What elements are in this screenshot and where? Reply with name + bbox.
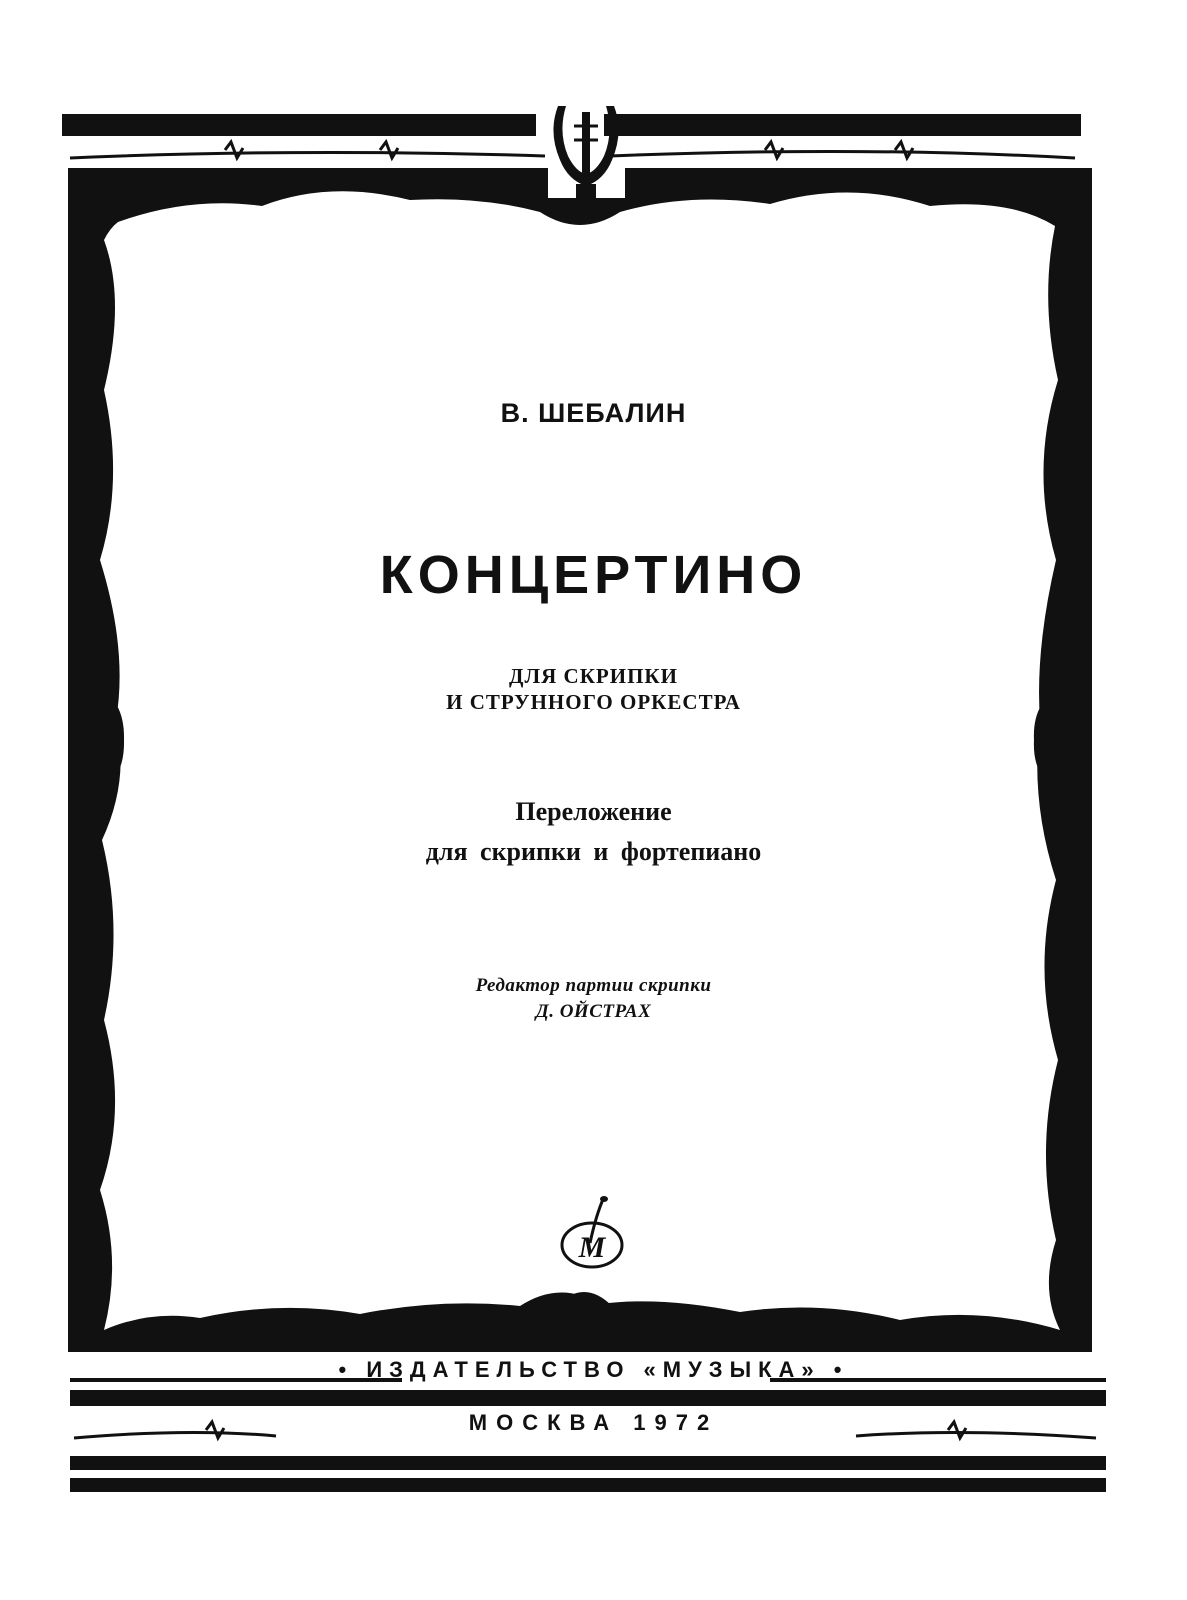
svg-text:М: М (578, 1231, 606, 1264)
muzyka-logo-icon (556, 1193, 632, 1277)
city-year: МОСКВА 1972 (468, 1410, 719, 1435)
arrangement-line-1: Переложение (515, 797, 672, 826)
publisher-name: • ИЗДАТЕЛЬСТВО «МУЗЫКА» • (338, 1357, 849, 1382)
arrangement-line-2: для скрипки и фортепиано (425, 837, 762, 866)
work-title: КОНЦЕРТИНО (379, 545, 808, 605)
composer-name: В. ШЕБАЛИН (500, 398, 687, 428)
editor-name: Д. ОЙСТРАХ (535, 1001, 652, 1022)
instrumentation-line-1: ДЛЯ СКРИПКИ (509, 664, 678, 688)
instrumentation-line-2: И СТРУННОГО ОРКЕСТРА (446, 690, 741, 714)
editor-role: Редактор партии скрипки (475, 975, 712, 996)
